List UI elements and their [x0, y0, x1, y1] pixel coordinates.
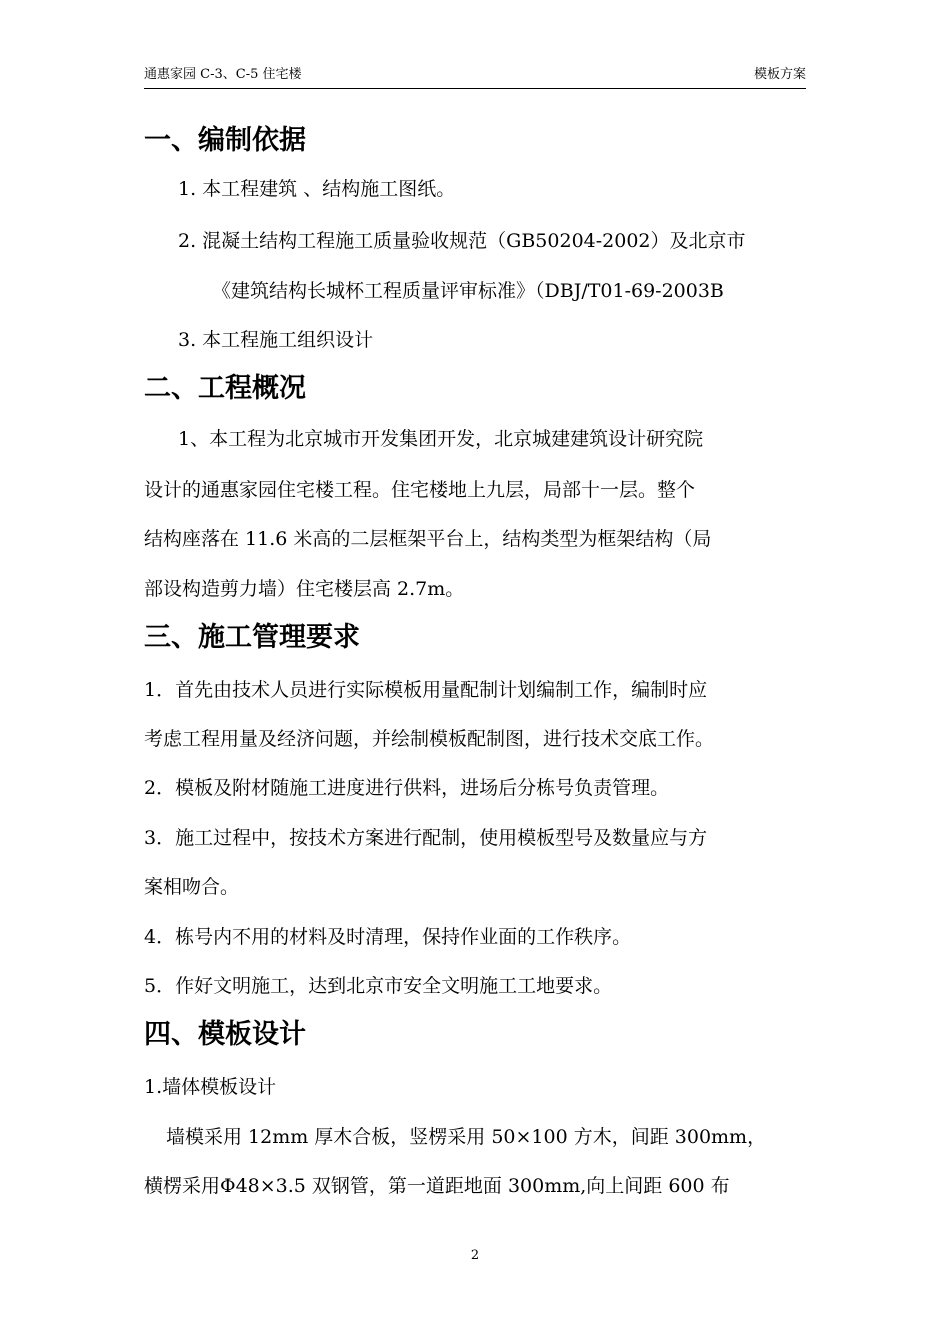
paragraph-line: 2．模板及附材随施工进度进行供料，进场后分栋号负责管理。: [144, 777, 670, 799]
paragraph-line: 设计的通惠家园住宅楼工程。住宅楼地上九层，局部十一层。整个: [144, 479, 696, 501]
page-number: 2: [470, 1248, 480, 1263]
paragraph-line: 考虑工程用量及经济问题，并绘制模板配制图，进行技术交底工作。: [144, 728, 715, 750]
section-heading-4: 四、模板设计: [144, 1019, 306, 1050]
paragraph-line: 结构座落在 11.6 米高的二层框架平台上，结构类型为框架结构（局: [144, 528, 712, 550]
paragraph-line: 1. 本工程建筑 、结构施工图纸。: [178, 178, 456, 200]
paragraph-line: 1、本工程为北京城市开发集团开发，北京城建建筑设计研究院: [178, 428, 704, 450]
paragraph-line: 2. 混凝土结构工程施工质量验收规范（GB50204-2002）及北京市: [178, 230, 746, 252]
section-heading-3: 三、施工管理要求: [144, 622, 360, 653]
paragraph-line: 《建筑结构长城杯工程质量评审标准》（DBJ/T01-69-2003B: [212, 280, 724, 302]
page-header: [144, 66, 806, 88]
paragraph-line: 4．栋号内不用的材料及时清理，保持作业面的工作秩序。: [144, 926, 632, 948]
header-document-title: 模板方案: [753, 67, 806, 82]
paragraph-line: 案相吻合。: [144, 876, 240, 898]
paragraph-line: 1．首先由技术人员进行实际模板用量配制计划编制工作，编制时应: [144, 679, 708, 701]
subsection-title: 1.墙体模板设计: [144, 1076, 277, 1098]
paragraph-line: 3．施工过程中，按技术方案进行配制，使用模板型号及数量应与方: [144, 827, 708, 849]
paragraph-line: 墙模采用 12mm 厚木合板，竖楞采用 50×100 方木，间距 300mm，: [166, 1126, 767, 1148]
paragraph-line: 横楞采用Φ48×3.5 双钢管，第一道距地面 300mm,向上间距 600 布: [144, 1175, 730, 1197]
paragraph-line: 部设构造剪力墙）住宅楼层高 2.7m。: [144, 578, 465, 600]
header-project-name: 通惠家园 C-3、C-5 住宅楼: [144, 67, 302, 82]
paragraph-line: 3. 本工程施工组织设计: [178, 329, 374, 351]
section-heading-1: 一、编制依据: [144, 125, 306, 156]
paragraph-line: 5．作好文明施工，达到北京市安全文明施工工地要求。: [144, 975, 613, 997]
section-heading-2: 二、工程概况: [144, 373, 306, 404]
header-rule: [144, 88, 806, 89]
